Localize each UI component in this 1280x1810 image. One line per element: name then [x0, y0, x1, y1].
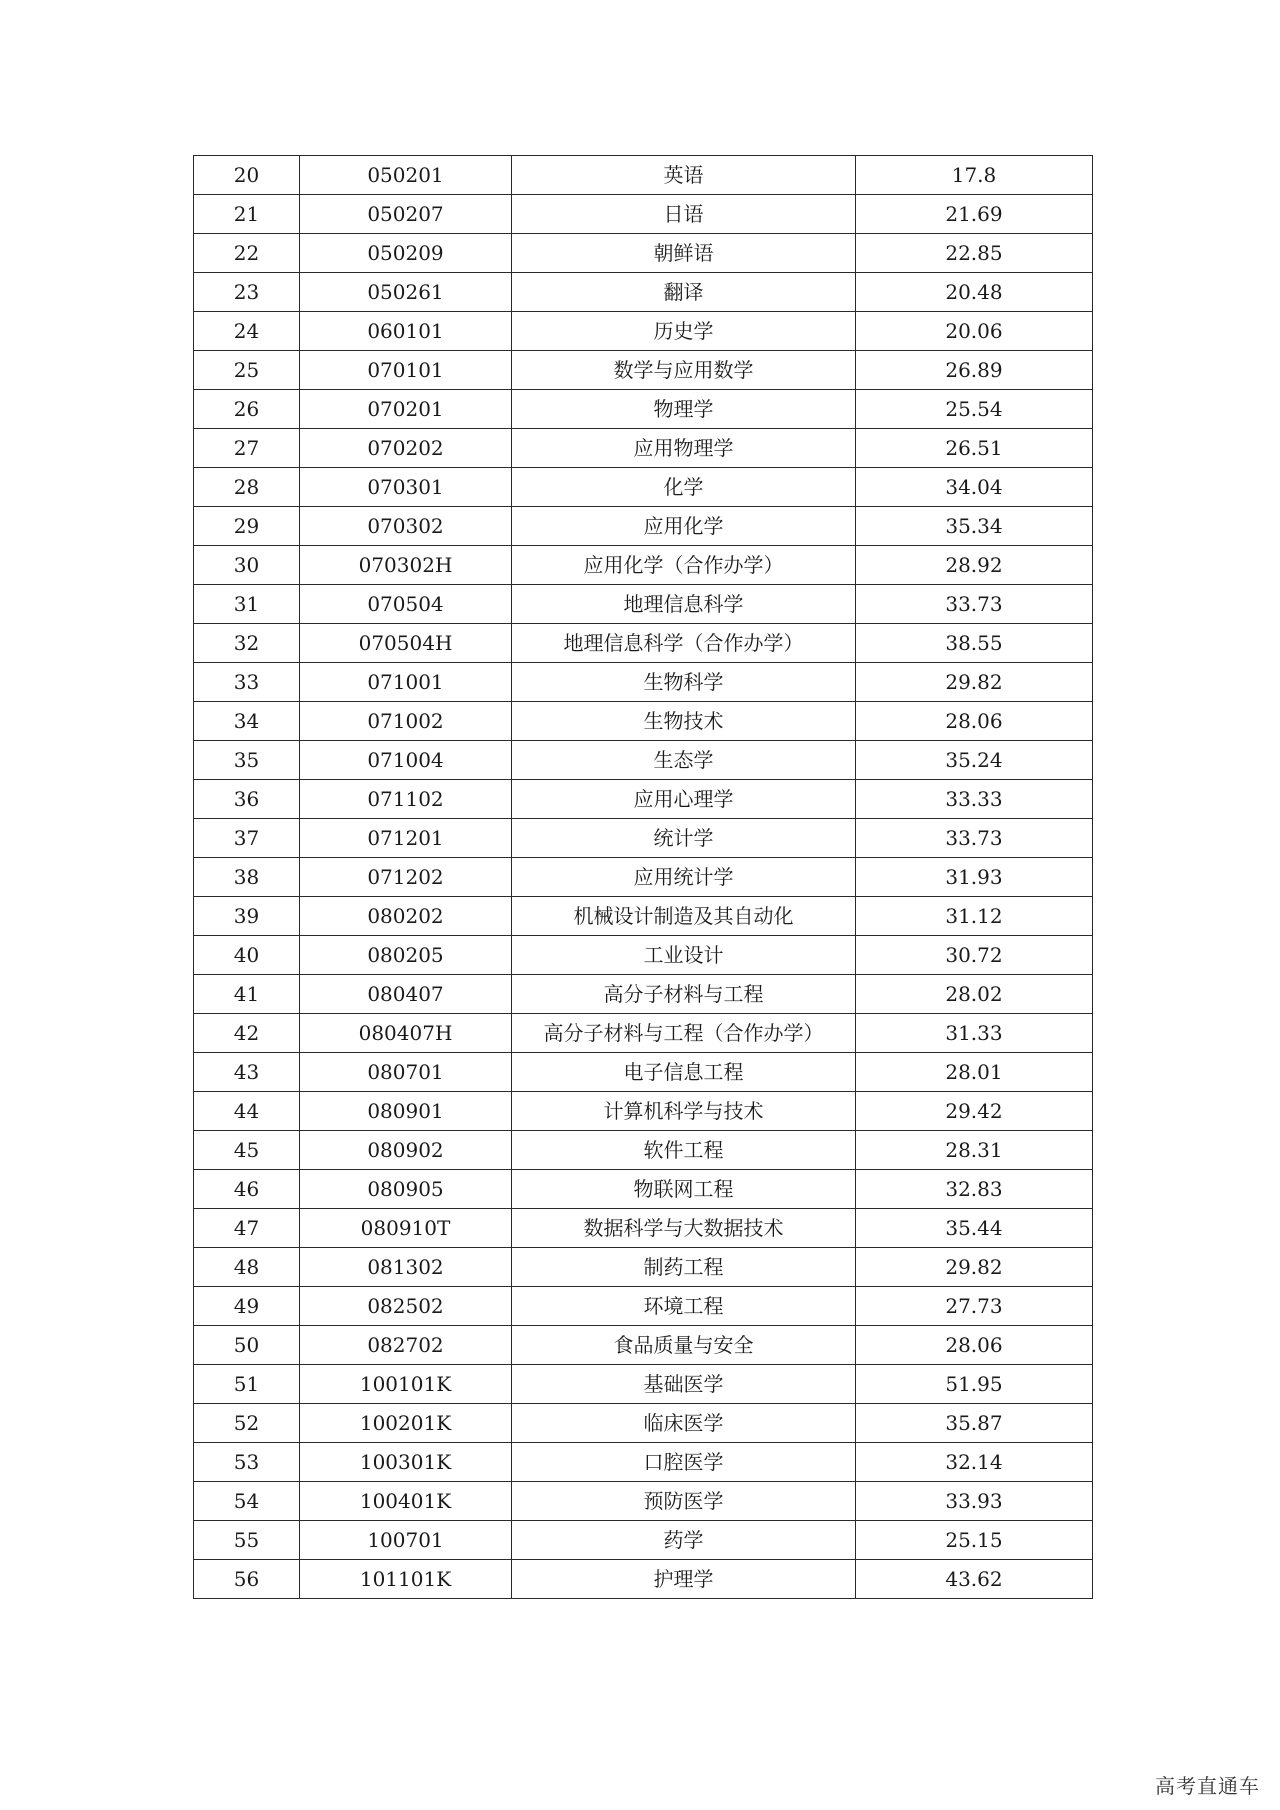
major-code-cell: 100101K [300, 1365, 512, 1404]
value-cell: 29.42 [856, 1092, 1093, 1131]
major-code-cell: 071001 [300, 663, 512, 702]
row-number-cell: 54 [194, 1482, 300, 1521]
value-cell: 20.48 [856, 273, 1093, 312]
value-cell: 26.51 [856, 429, 1093, 468]
row-number-cell: 31 [194, 585, 300, 624]
row-number-cell: 43 [194, 1053, 300, 1092]
table-row [194, 1092, 1093, 1131]
value-cell: 38.55 [856, 624, 1093, 663]
value-cell: 31.33 [856, 1014, 1093, 1053]
table-row [194, 702, 1093, 741]
value-cell: 28.06 [856, 1326, 1093, 1365]
row-number-cell: 46 [194, 1170, 300, 1209]
major-name-cell: 数据科学与大数据技术 [512, 1209, 856, 1248]
table-row [194, 1404, 1093, 1443]
major-name-cell: 地理信息科学（合作办学） [512, 624, 856, 663]
table-row [194, 1521, 1093, 1560]
major-name-cell: 地理信息科学 [512, 585, 856, 624]
table-row [194, 741, 1093, 780]
major-code-cell: 080407H [300, 1014, 512, 1053]
table-row [194, 1170, 1093, 1209]
table-row [194, 1287, 1093, 1326]
major-name-cell: 化学 [512, 468, 856, 507]
major-name-cell: 软件工程 [512, 1131, 856, 1170]
row-number-cell: 49 [194, 1287, 300, 1326]
major-name-cell: 统计学 [512, 819, 856, 858]
major-name-cell: 预防医学 [512, 1482, 856, 1521]
value-cell: 35.24 [856, 741, 1093, 780]
row-number-cell: 22 [194, 234, 300, 273]
major-code-cell: 080910T [300, 1209, 512, 1248]
major-name-cell: 应用统计学 [512, 858, 856, 897]
major-name-cell: 应用心理学 [512, 780, 856, 819]
table-row [194, 507, 1093, 546]
major-name-cell: 临床医学 [512, 1404, 856, 1443]
table-row [194, 1014, 1093, 1053]
value-cell: 35.87 [856, 1404, 1093, 1443]
major-name-cell: 朝鲜语 [512, 234, 856, 273]
row-number-cell: 28 [194, 468, 300, 507]
value-cell: 17.8 [856, 156, 1093, 195]
major-code-cell: 070504H [300, 624, 512, 663]
major-name-cell: 高分子材料与工程 [512, 975, 856, 1014]
major-code-cell: 071004 [300, 741, 512, 780]
row-number-cell: 42 [194, 1014, 300, 1053]
row-number-cell: 50 [194, 1326, 300, 1365]
major-code-cell: 070302H [300, 546, 512, 585]
major-name-cell: 制药工程 [512, 1248, 856, 1287]
major-name-cell: 计算机科学与技术 [512, 1092, 856, 1131]
value-cell: 28.01 [856, 1053, 1093, 1092]
row-number-cell: 33 [194, 663, 300, 702]
row-number-cell: 37 [194, 819, 300, 858]
value-cell: 34.04 [856, 468, 1093, 507]
major-code-cell: 071102 [300, 780, 512, 819]
table-row [194, 390, 1093, 429]
row-number-cell: 40 [194, 936, 300, 975]
major-code-cell: 070301 [300, 468, 512, 507]
value-cell: 26.89 [856, 351, 1093, 390]
row-number-cell: 24 [194, 312, 300, 351]
row-number-cell: 26 [194, 390, 300, 429]
table-row [194, 858, 1093, 897]
value-cell: 29.82 [856, 1248, 1093, 1287]
major-name-cell: 食品质量与安全 [512, 1326, 856, 1365]
major-code-cell: 050209 [300, 234, 512, 273]
table-row [194, 429, 1093, 468]
table-row [194, 1365, 1093, 1404]
major-name-cell: 工业设计 [512, 936, 856, 975]
table-row [194, 1248, 1093, 1287]
value-cell: 20.06 [856, 312, 1093, 351]
row-number-cell: 21 [194, 195, 300, 234]
table-row [194, 468, 1093, 507]
value-cell: 28.31 [856, 1131, 1093, 1170]
value-cell: 32.83 [856, 1170, 1093, 1209]
value-cell: 31.12 [856, 897, 1093, 936]
table-row [194, 1053, 1093, 1092]
value-cell: 33.73 [856, 819, 1093, 858]
major-code-cell: 101101K [300, 1560, 512, 1599]
table-row [194, 234, 1093, 273]
value-cell: 32.14 [856, 1443, 1093, 1482]
major-name-cell: 翻译 [512, 273, 856, 312]
row-number-cell: 27 [194, 429, 300, 468]
major-score-table [193, 155, 1093, 1599]
table-row [194, 780, 1093, 819]
major-name-cell: 物理学 [512, 390, 856, 429]
table-row [194, 312, 1093, 351]
value-cell: 21.69 [856, 195, 1093, 234]
major-name-cell: 药学 [512, 1521, 856, 1560]
major-code-cell: 080905 [300, 1170, 512, 1209]
table-row [194, 351, 1093, 390]
major-name-cell: 护理学 [512, 1560, 856, 1599]
major-code-cell: 070201 [300, 390, 512, 429]
row-number-cell: 30 [194, 546, 300, 585]
table-row [194, 624, 1093, 663]
table-row [194, 1209, 1093, 1248]
major-code-cell: 080407 [300, 975, 512, 1014]
row-number-cell: 32 [194, 624, 300, 663]
row-number-cell: 48 [194, 1248, 300, 1287]
row-number-cell: 36 [194, 780, 300, 819]
table-row [194, 546, 1093, 585]
table-row [194, 1482, 1093, 1521]
major-code-cell: 080205 [300, 936, 512, 975]
value-cell: 31.93 [856, 858, 1093, 897]
row-number-cell: 39 [194, 897, 300, 936]
table-row [194, 897, 1093, 936]
major-code-cell: 070202 [300, 429, 512, 468]
major-code-cell: 080701 [300, 1053, 512, 1092]
value-cell: 33.33 [856, 780, 1093, 819]
value-cell: 33.93 [856, 1482, 1093, 1521]
major-code-cell: 071002 [300, 702, 512, 741]
table-row [194, 819, 1093, 858]
table-row [194, 1443, 1093, 1482]
major-code-cell: 100201K [300, 1404, 512, 1443]
major-code-cell: 060101 [300, 312, 512, 351]
value-cell: 28.06 [856, 702, 1093, 741]
major-name-cell: 基础医学 [512, 1365, 856, 1404]
major-name-cell: 机械设计制造及其自动化 [512, 897, 856, 936]
row-number-cell: 51 [194, 1365, 300, 1404]
value-cell: 43.62 [856, 1560, 1093, 1599]
major-code-cell: 071201 [300, 819, 512, 858]
major-name-cell: 生物科学 [512, 663, 856, 702]
major-name-cell: 英语 [512, 156, 856, 195]
major-name-cell: 电子信息工程 [512, 1053, 856, 1092]
major-code-cell: 081302 [300, 1248, 512, 1287]
row-number-cell: 41 [194, 975, 300, 1014]
row-number-cell: 34 [194, 702, 300, 741]
major-name-cell: 应用化学（合作办学） [512, 546, 856, 585]
value-cell: 29.82 [856, 663, 1093, 702]
row-number-cell: 47 [194, 1209, 300, 1248]
major-name-cell: 应用物理学 [512, 429, 856, 468]
value-cell: 25.15 [856, 1521, 1093, 1560]
value-cell: 22.85 [856, 234, 1093, 273]
major-code-cell: 082702 [300, 1326, 512, 1365]
major-code-cell: 080901 [300, 1092, 512, 1131]
table-row [194, 1326, 1093, 1365]
value-cell: 30.72 [856, 936, 1093, 975]
table-row [194, 1560, 1093, 1599]
major-name-cell: 历史学 [512, 312, 856, 351]
row-number-cell: 45 [194, 1131, 300, 1170]
major-code-cell: 071202 [300, 858, 512, 897]
table-row [194, 273, 1093, 312]
major-code-cell: 070504 [300, 585, 512, 624]
row-number-cell: 29 [194, 507, 300, 546]
major-code-cell: 100301K [300, 1443, 512, 1482]
value-cell: 27.73 [856, 1287, 1093, 1326]
table-row [194, 585, 1093, 624]
row-number-cell: 35 [194, 741, 300, 780]
major-code-cell: 050201 [300, 156, 512, 195]
row-number-cell: 20 [194, 156, 300, 195]
major-code-cell: 050207 [300, 195, 512, 234]
table-row [194, 156, 1093, 195]
major-code-cell: 080202 [300, 897, 512, 936]
major-name-cell: 应用化学 [512, 507, 856, 546]
major-code-cell: 100701 [300, 1521, 512, 1560]
row-number-cell: 53 [194, 1443, 300, 1482]
row-number-cell: 44 [194, 1092, 300, 1131]
major-code-cell: 050261 [300, 273, 512, 312]
major-name-cell: 物联网工程 [512, 1170, 856, 1209]
row-number-cell: 55 [194, 1521, 300, 1560]
table-body [194, 156, 1093, 1599]
major-name-cell: 日语 [512, 195, 856, 234]
major-code-cell: 100401K [300, 1482, 512, 1521]
value-cell: 28.02 [856, 975, 1093, 1014]
major-code-cell: 070101 [300, 351, 512, 390]
table-row [194, 195, 1093, 234]
row-number-cell: 52 [194, 1404, 300, 1443]
row-number-cell: 38 [194, 858, 300, 897]
table-row [194, 1131, 1093, 1170]
value-cell: 28.92 [856, 546, 1093, 585]
value-cell: 25.54 [856, 390, 1093, 429]
row-number-cell: 23 [194, 273, 300, 312]
table-row [194, 975, 1093, 1014]
major-name-cell: 环境工程 [512, 1287, 856, 1326]
major-name-cell: 生态学 [512, 741, 856, 780]
major-name-cell: 数学与应用数学 [512, 351, 856, 390]
value-cell: 35.34 [856, 507, 1093, 546]
major-code-cell: 082502 [300, 1287, 512, 1326]
major-name-cell: 生物技术 [512, 702, 856, 741]
table-row [194, 936, 1093, 975]
table-row [194, 663, 1093, 702]
watermark-text: 高考直通车 [1155, 1774, 1260, 1798]
major-code-cell: 080902 [300, 1131, 512, 1170]
value-cell: 51.95 [856, 1365, 1093, 1404]
value-cell: 33.73 [856, 585, 1093, 624]
row-number-cell: 25 [194, 351, 300, 390]
major-name-cell: 口腔医学 [512, 1443, 856, 1482]
value-cell: 35.44 [856, 1209, 1093, 1248]
major-name-cell: 高分子材料与工程（合作办学） [512, 1014, 856, 1053]
major-code-cell: 070302 [300, 507, 512, 546]
row-number-cell: 56 [194, 1560, 300, 1599]
